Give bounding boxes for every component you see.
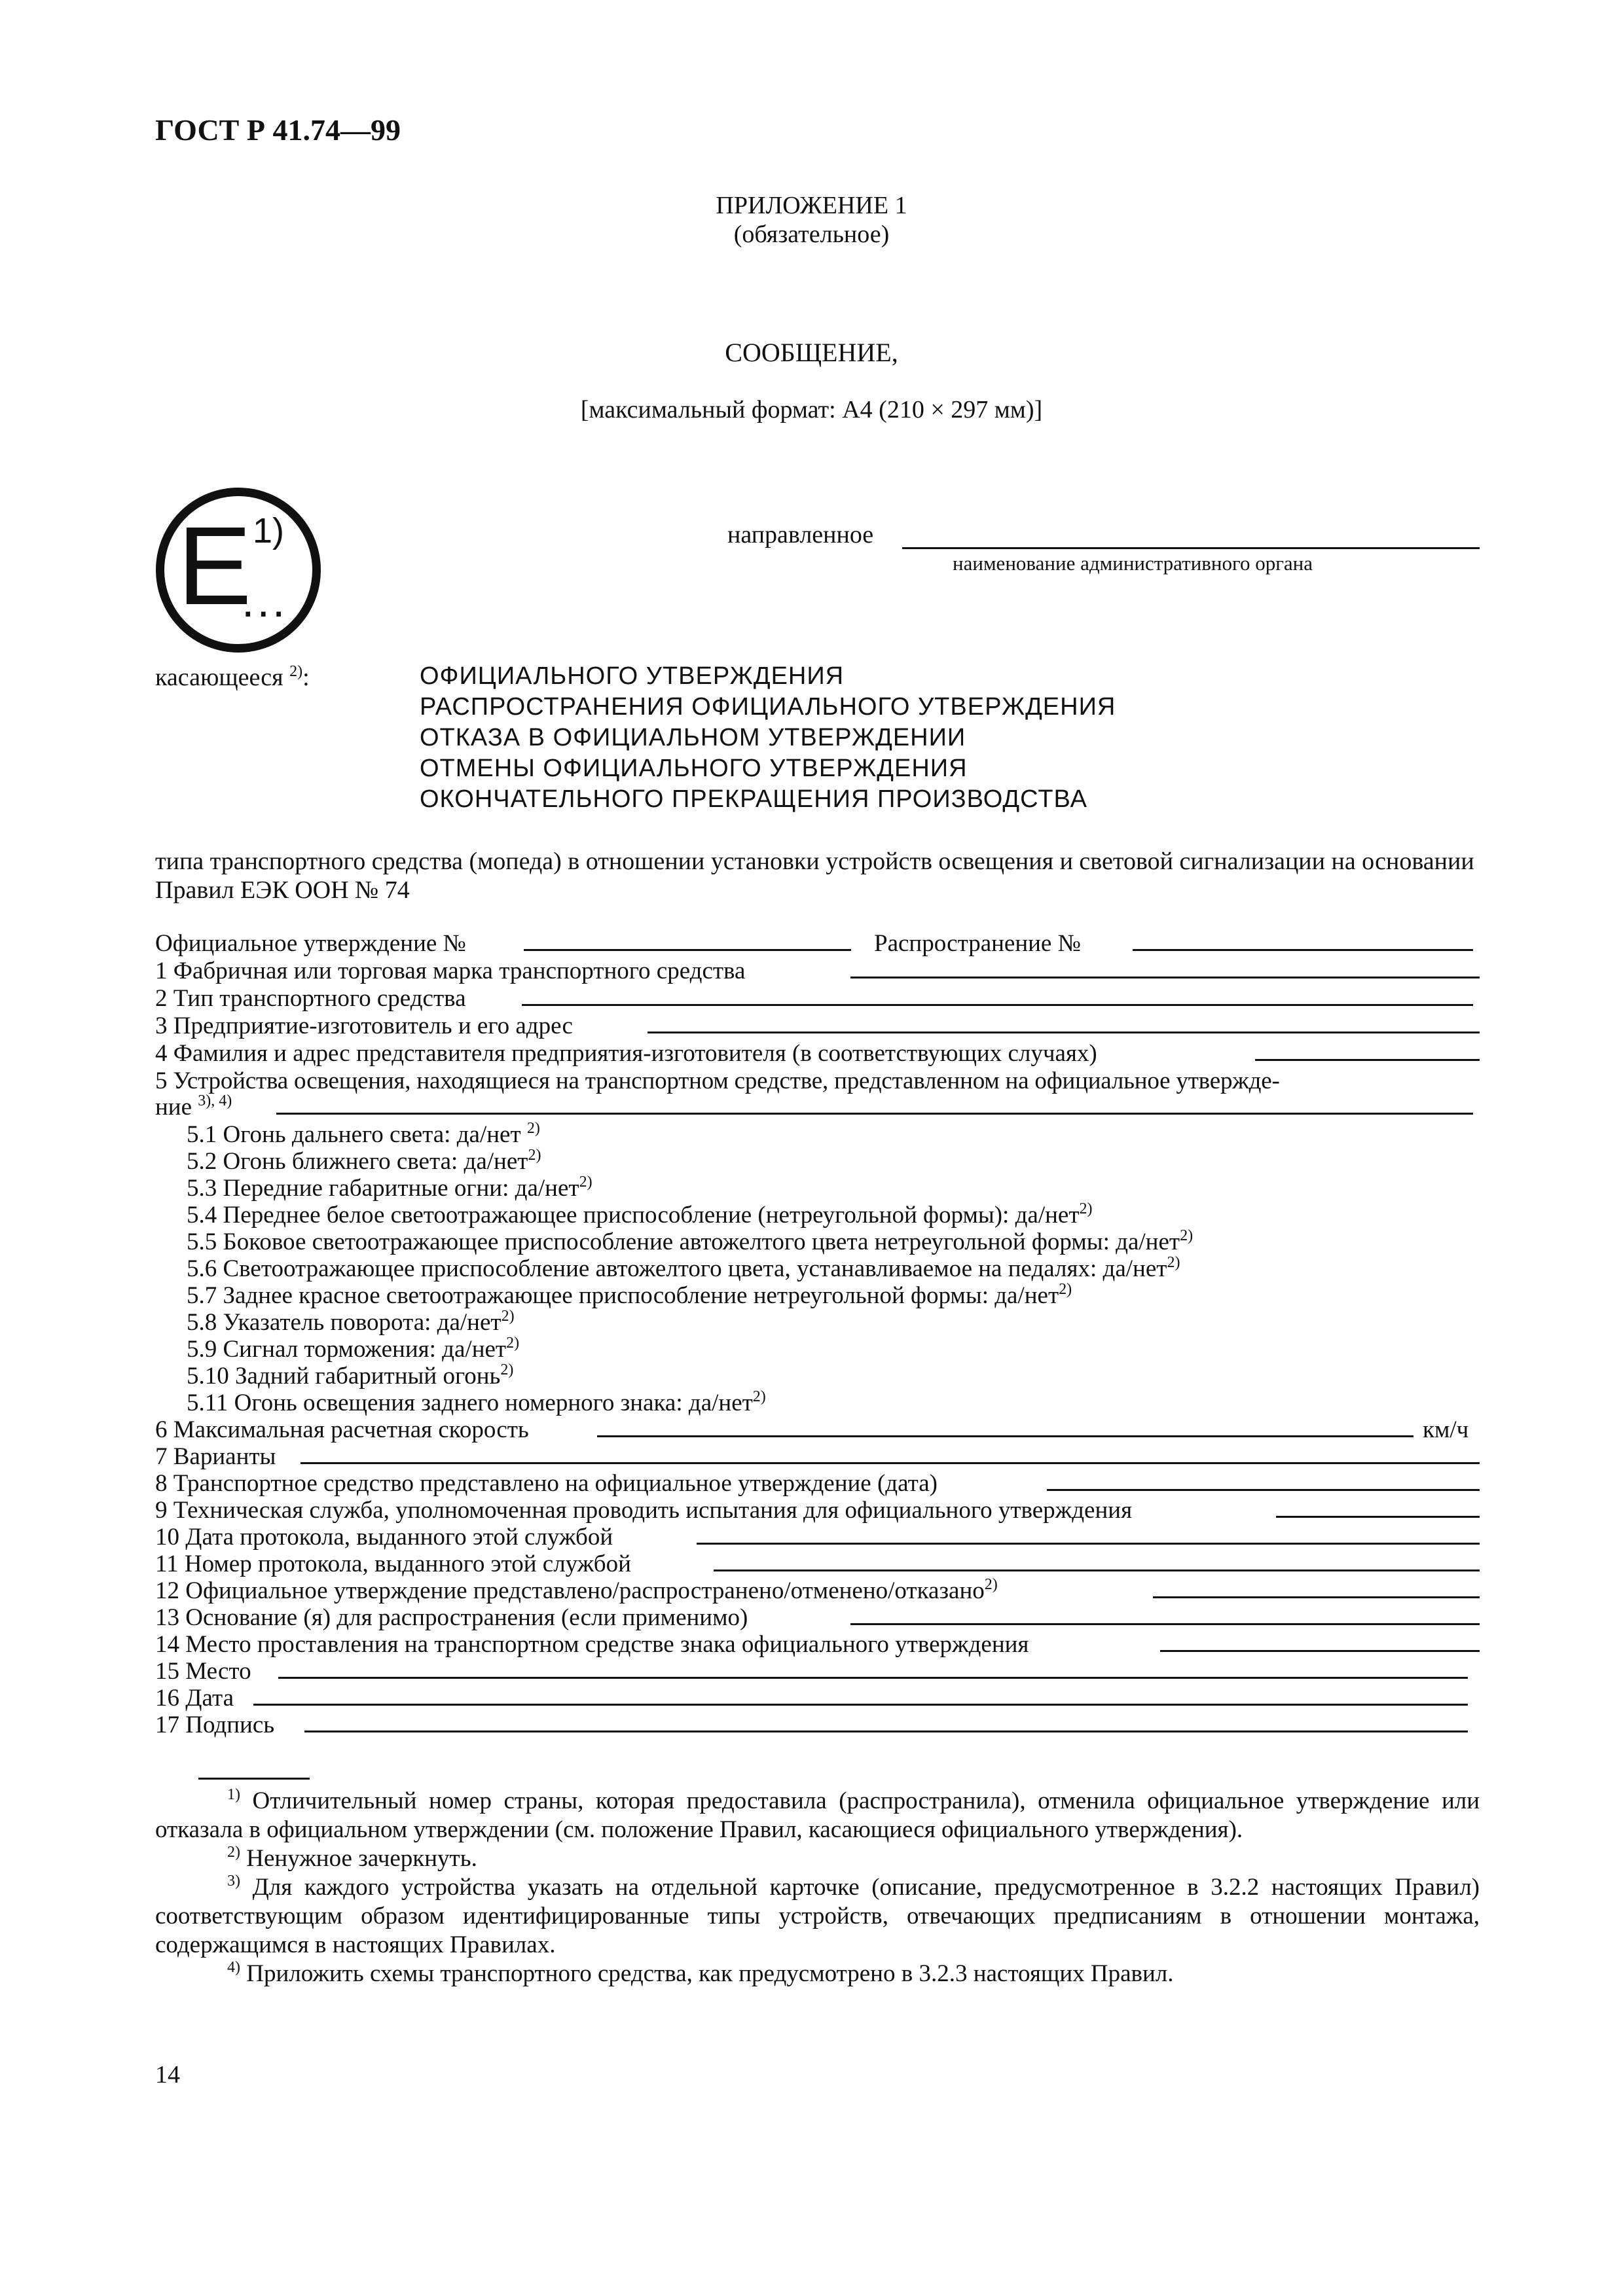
approval-number-field[interactable] xyxy=(524,949,851,951)
vehicle-type-text: типа транспортного средства (мопеда) в отношении установки устройств освещения и световой сигнализации на основании Правил ЕЭК ООН № 74 xyxy=(155,848,1474,904)
form-row-10 xyxy=(155,1523,1480,1552)
e-mark-footnote: 1) xyxy=(253,511,285,550)
item-3-label: 3 Предприятие-изготовитель и его адрес xyxy=(155,1013,573,1039)
sub-item-label: 5.2 Огонь ближнего света: да/нет$^{2)}$ xyxy=(187,1147,541,1175)
item-14-label: 14 Место проставления на транспортном средстве знака официального утверждения xyxy=(155,1631,1029,1658)
approval-number-label: Официальное утверждение № xyxy=(155,930,466,957)
item-15-field[interactable] xyxy=(278,1677,1468,1679)
standard-number: ГОСТ Р 41.74—99 xyxy=(155,113,401,147)
form-row-5b xyxy=(155,1093,1480,1122)
concerning-option[interactable]: ОТКАЗА В ОФИЦИАЛЬНОМ УТВЕРЖДЕНИИ xyxy=(420,724,966,751)
item-12-field[interactable] xyxy=(1153,1596,1480,1598)
footnote-4: $^{4)}$ Приложить схемы транспортного средства, как предусмотрено в 3.2.3 настоящих Правил. xyxy=(227,1959,1174,1987)
item-16-label: 16 Дата xyxy=(155,1685,234,1712)
form-row-2 xyxy=(155,984,1480,1013)
item-14-field[interactable] xyxy=(1160,1650,1480,1652)
item-1-field[interactable] xyxy=(850,977,1480,978)
concerning-label: касающееся $^{2)}$: xyxy=(155,663,310,691)
form-row-16 xyxy=(155,1684,1480,1713)
item-2-field[interactable] xyxy=(522,1004,1473,1006)
sent-label: направленное xyxy=(727,521,874,548)
extension-number-field[interactable] xyxy=(1133,949,1473,951)
e-mark-dots: ... xyxy=(242,575,288,626)
item-7-label: 7 Варианты xyxy=(155,1443,276,1470)
footnote-1: $^{1)}$ Отличительный номер страны, которая предоставила (распространила), отменила официальное утверждение или отказала в официальном утверждении (см. положение Правил, касающиеся официального утверждения). xyxy=(155,1786,1480,1843)
e-mark-icon xyxy=(156,488,321,653)
sub-item-label: 5.4 Переднее белое светоотражающее приспособление (нетреугольной формы): да/нет$^{2)}$ xyxy=(187,1200,1093,1229)
sub-item xyxy=(155,1201,1480,1230)
message-format: [максимальный формат: А4 (210 × 297 мм)] xyxy=(580,396,1043,423)
sub-item-label: 5.10 Задний габаритный огонь$^{2)}$ xyxy=(187,1361,514,1390)
form-row-8 xyxy=(155,1469,1480,1498)
form-row-15 xyxy=(155,1657,1480,1686)
item-11-label: 11 Номер протокола, выданного этой службой xyxy=(155,1551,631,1577)
footnote-3: $^{3)}$ Для каждого устройства указать на отдельной карточке (описание, предусмотренное в 3.2.2 настоящих Правил) соответствующим образом идентифицированные типы устройств, отвечающих предписаниям в отношении монтажа, содержащимся в настоящих Правилах. xyxy=(155,1873,1480,1958)
sub-item xyxy=(155,1228,1480,1257)
item-4-label: 4 Фамилия и адрес представителя предприятия-изготовителя (в соответствующих случаях) xyxy=(155,1040,1097,1067)
message-title: СООБЩЕНИЕ, xyxy=(725,338,898,367)
form-row-4 xyxy=(155,1039,1480,1068)
sub-item xyxy=(155,1308,1480,1337)
item-6-field[interactable] xyxy=(597,1435,1413,1437)
item-11-field[interactable] xyxy=(714,1570,1480,1571)
form-row-approval xyxy=(155,929,1480,958)
form-row-9 xyxy=(155,1496,1480,1525)
item-5-label-cont: ние $^{3), 4)}$ xyxy=(155,1092,232,1121)
sub-item xyxy=(155,1282,1480,1310)
sent-caption: наименование административного органа xyxy=(953,552,1313,575)
sent-field[interactable] xyxy=(902,547,1480,549)
form-row-12 xyxy=(155,1577,1480,1605)
footnotes xyxy=(155,1787,1480,1988)
sub-item-label: 5.5 Боковое светоотражающее приспособление автожелтого цвета нетреугольной формы: да/нет$^{2)}$ xyxy=(187,1227,1194,1255)
form-row-7 xyxy=(155,1443,1480,1471)
item-5-field[interactable] xyxy=(276,1113,1473,1115)
item-17-field[interactable] xyxy=(304,1731,1468,1732)
sub-item xyxy=(155,1389,1480,1418)
item-9-field[interactable] xyxy=(1276,1516,1480,1518)
concerning-option[interactable]: ОКОНЧАТЕЛЬНОГО ПРЕКРАЩЕНИЯ ПРОИЗВОДСТВА xyxy=(420,785,1087,813)
sub-item xyxy=(155,1362,1480,1391)
item-5-label: 5 Устройства освещения, находящиеся на транспортном средстве, представленном на официальное утвержде- xyxy=(155,1067,1280,1094)
sub-item xyxy=(155,1174,1480,1203)
item-10-field[interactable] xyxy=(697,1543,1480,1545)
sub-item xyxy=(155,1255,1480,1283)
sub-item xyxy=(155,1335,1480,1364)
sub-item-label: 5.6 Светоотражающее приспособление автожелтого цвета, устанавливаемое на педалях: да/нет$^{2)}$ xyxy=(187,1254,1180,1282)
appendix-title: ПРИЛОЖЕНИЕ 1 xyxy=(716,192,907,219)
sub-item xyxy=(155,1147,1480,1176)
item-15-label: 15 Место xyxy=(155,1658,251,1685)
sub-item-label: 5.8 Указатель поворота: да/нет$^{2)}$ xyxy=(187,1308,515,1336)
item-6-label: 6 Максимальная расчетная скорость xyxy=(155,1416,529,1443)
item-1-label: 1 Фабричная или торговая марка транспортного средства xyxy=(155,958,746,984)
item-8-label: 8 Транспортное средство представлено на официальное утверждение (дата) xyxy=(155,1470,938,1497)
form-row-11 xyxy=(155,1550,1480,1579)
form-row-13 xyxy=(155,1604,1480,1632)
item-13-field[interactable] xyxy=(850,1623,1480,1625)
item-9-label: 9 Техническая служба, уполномоченная проводить испытания для официального утверждения xyxy=(155,1497,1133,1524)
sub-item-label: 5.9 Сигнал торможения: да/нет$^{2)}$ xyxy=(187,1335,520,1363)
e-mark-letter: E xyxy=(177,504,252,628)
item-17-label: 17 Подпись xyxy=(155,1712,275,1738)
concerning-option[interactable]: РАСПРОСТРАНЕНИЯ ОФИЦИАЛЬНОГО УТВЕРЖДЕНИЯ xyxy=(420,693,1116,721)
sub-item-label: 5.11 Огонь освещения заднего номерного знака: да/нет$^{2)}$ xyxy=(187,1388,766,1416)
form-row-14 xyxy=(155,1630,1480,1659)
footnote-2: $^{2)}$ Ненужное зачеркнуть. xyxy=(227,1844,477,1872)
form-row-6 xyxy=(155,1416,1480,1444)
form-row-5 xyxy=(155,1067,1480,1096)
form-row-3 xyxy=(155,1012,1480,1041)
form-row-1 xyxy=(155,957,1480,986)
concerning-option[interactable]: ОТМЕНЫ ОФИЦИАЛЬНОГО УТВЕРЖДЕНИЯ xyxy=(420,755,968,782)
item-2-label: 2 Тип транспортного средства xyxy=(155,985,466,1012)
item-13-label: 13 Основание (я) для распространения (если применимо) xyxy=(155,1604,748,1631)
item-16-field[interactable] xyxy=(253,1704,1468,1706)
concerning-options xyxy=(420,661,1116,815)
item-12-label: 12 Официальное утверждение представлено/распространено/отменено/отказано$^{2)}$ xyxy=(155,1576,998,1604)
concerning-option[interactable]: ОФИЦИАЛЬНОГО УТВЕРЖДЕНИЯ xyxy=(420,662,845,690)
item-4-field[interactable] xyxy=(1255,1059,1480,1061)
page-number: 14 xyxy=(155,2061,180,2089)
form-row-17 xyxy=(155,1711,1480,1740)
item-7-field[interactable] xyxy=(301,1462,1480,1464)
item-10-label: 10 Дата протокола, выданного этой службой xyxy=(155,1524,613,1551)
footnote-divider xyxy=(198,1778,310,1780)
appendix-status: (обязательное) xyxy=(733,221,890,248)
sub-item-label: 5.3 Передние габаритные огни: да/нет$^{2)}$ xyxy=(187,1174,593,1202)
item-3-field[interactable] xyxy=(647,1031,1480,1033)
sub-item-label: 5.1 Огонь дальнего света: да/нет $^{2)}$ xyxy=(187,1120,540,1148)
speed-unit: км/ч xyxy=(1423,1416,1469,1443)
sub-item-label: 5.7 Заднее красное светоотражающее приспособление нетреугольной формы: да/нет$^{2)}$ xyxy=(187,1281,1072,1309)
sub-item xyxy=(155,1121,1480,1149)
item-8-field[interactable] xyxy=(1047,1489,1480,1491)
extension-number-label: Распространение № xyxy=(874,930,1081,957)
